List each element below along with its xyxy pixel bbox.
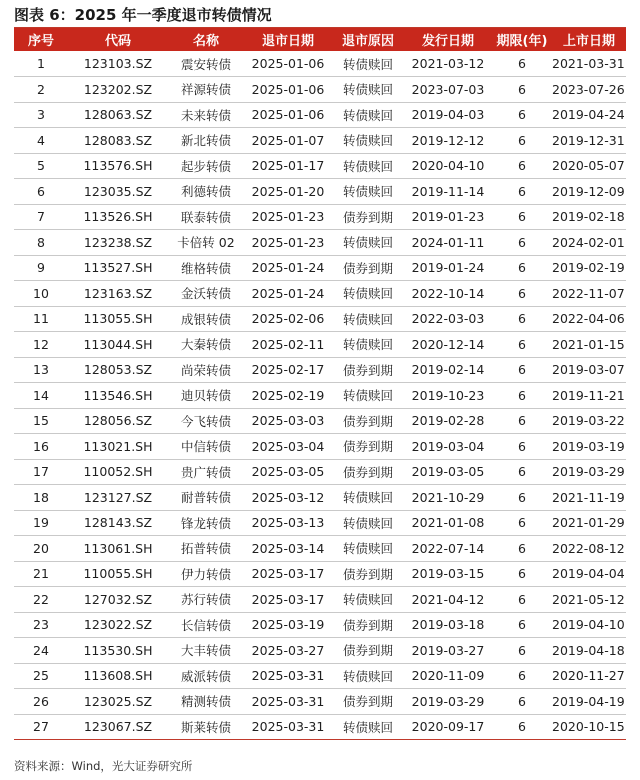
cell-name: 长信转债 bbox=[180, 617, 231, 633]
cell-name: 维格转债 bbox=[180, 260, 231, 276]
cell-name: 利德转债 bbox=[180, 184, 231, 200]
cell-name: 锋龙转债 bbox=[180, 515, 231, 531]
cell-term: 6 bbox=[518, 438, 526, 454]
cell-issue-date: 2019-04-03 bbox=[411, 107, 485, 123]
cell-code: 128083.SZ bbox=[83, 132, 153, 148]
cell-delist-reason: 转债赎回 bbox=[342, 541, 393, 557]
header-name: 名称 bbox=[192, 34, 219, 49]
cell-delist-date: 2025-01-06 bbox=[251, 56, 325, 71]
cell-name: 未来转债 bbox=[180, 107, 231, 123]
cell-listing-date: 2019-02-19 bbox=[552, 260, 625, 276]
cell-delist-date: 2025-03-04 bbox=[251, 438, 325, 454]
cell-index: 2 bbox=[37, 81, 45, 97]
cell-delist-date: 2025-03-31 bbox=[251, 719, 325, 735]
cell-code: 123035.SZ bbox=[83, 183, 153, 199]
cell-code: 113608.SH bbox=[83, 668, 153, 684]
table-row bbox=[14, 332, 626, 358]
cell-index: 25 bbox=[33, 668, 49, 684]
cell-name: 震安转债 bbox=[180, 56, 231, 72]
cell-delist-reason: 债券到期 bbox=[342, 260, 393, 276]
cell-name: 大丰转债 bbox=[180, 643, 231, 659]
table-row bbox=[14, 663, 626, 689]
table-row bbox=[14, 561, 626, 587]
cell-delist-reason: 转债赎回 bbox=[342, 56, 393, 72]
cell-delist-date: 2025-01-06 bbox=[251, 81, 325, 97]
cell-delist-date: 2025-03-19 bbox=[251, 617, 325, 633]
cell-term: 6 bbox=[518, 566, 526, 582]
cell-issue-date: 2020-11-09 bbox=[411, 668, 485, 684]
table-row bbox=[14, 689, 626, 715]
table-row bbox=[14, 153, 626, 179]
cell-term: 6 bbox=[518, 693, 526, 709]
cell-issue-date: 2021-10-29 bbox=[411, 489, 485, 505]
cell-listing-date: 2019-03-29 bbox=[552, 464, 625, 480]
cell-listing-date: 2021-11-19 bbox=[552, 489, 625, 505]
header-delist-date: 退市日期 bbox=[261, 34, 314, 49]
table-row bbox=[14, 408, 626, 434]
cell-term: 6 bbox=[518, 158, 526, 174]
cell-index: 27 bbox=[33, 719, 49, 735]
table-row bbox=[14, 281, 626, 307]
cell-delist-reason: 转债赎回 bbox=[342, 235, 393, 251]
table-row bbox=[14, 51, 626, 77]
cell-term: 6 bbox=[518, 540, 526, 556]
cell-delist-reason: 转债赎回 bbox=[342, 515, 393, 531]
table-row bbox=[14, 255, 626, 281]
cell-listing-date: 2019-12-09 bbox=[552, 183, 625, 199]
cell-term: 6 bbox=[518, 107, 526, 123]
table-row bbox=[14, 357, 626, 383]
cell-name: 联泰转债 bbox=[180, 209, 231, 225]
cell-delist-reason: 债券到期 bbox=[342, 413, 393, 429]
header-delist-reason: 退市原因 bbox=[341, 34, 394, 49]
cell-index: 21 bbox=[33, 566, 49, 582]
cell-listing-date: 2019-03-19 bbox=[552, 438, 625, 454]
table-row bbox=[14, 485, 626, 511]
cell-term: 6 bbox=[518, 489, 526, 505]
cell-issue-date: 2021-04-12 bbox=[411, 591, 485, 607]
cell-code: 113021.SH bbox=[83, 438, 153, 454]
cell-listing-date: 2021-03-31 bbox=[552, 56, 625, 71]
cell-index: 9 bbox=[37, 260, 45, 276]
cell-delist-date: 2025-01-23 bbox=[251, 209, 325, 225]
cell-index: 16 bbox=[33, 438, 49, 454]
cell-code: 113055.SH bbox=[83, 311, 153, 327]
cell-delist-date: 2025-03-05 bbox=[251, 464, 325, 480]
cell-name: 斯莱转债 bbox=[180, 719, 231, 735]
cell-code: 123163.SZ bbox=[83, 285, 153, 301]
cell-delist-reason: 转债赎回 bbox=[342, 490, 393, 506]
cell-issue-date: 2021-01-08 bbox=[411, 515, 485, 531]
cell-code: 113576.SH bbox=[83, 158, 153, 174]
cell-term: 6 bbox=[518, 413, 526, 429]
cell-delist-reason: 转债赎回 bbox=[342, 184, 393, 200]
cell-listing-date: 2020-10-15 bbox=[552, 719, 625, 735]
cell-delist-date: 2025-03-31 bbox=[251, 668, 325, 684]
cell-index: 10 bbox=[33, 285, 49, 301]
header-term: 期限(年) bbox=[496, 34, 548, 49]
cell-listing-date: 2022-11-07 bbox=[552, 285, 625, 301]
cell-code: 128056.SZ bbox=[83, 413, 153, 429]
cell-name: 苏行转债 bbox=[180, 592, 231, 608]
cell-issue-date: 2019-01-23 bbox=[411, 209, 485, 225]
cell-delist-date: 2025-03-14 bbox=[251, 540, 325, 556]
table-row bbox=[14, 459, 626, 485]
cell-issue-date: 2019-03-27 bbox=[411, 642, 485, 658]
cell-issue-date: 2024-01-11 bbox=[411, 234, 485, 250]
cell-name: 今飞转债 bbox=[180, 413, 231, 429]
table-row bbox=[14, 383, 626, 409]
cell-issue-date: 2020-12-14 bbox=[411, 336, 485, 352]
cell-code: 123238.SZ bbox=[83, 234, 153, 250]
cell-delist-date: 2025-03-31 bbox=[251, 693, 325, 709]
cell-delist-date: 2025-03-17 bbox=[251, 591, 325, 607]
cell-code: 113044.SH bbox=[83, 336, 153, 352]
cell-index: 4 bbox=[37, 132, 45, 148]
cell-issue-date: 2019-02-28 bbox=[411, 413, 485, 429]
cell-listing-date: 2019-04-19 bbox=[552, 693, 625, 709]
cell-code: 128053.SZ bbox=[83, 362, 153, 378]
cell-delist-reason: 转债赎回 bbox=[342, 158, 393, 174]
cell-delist-reason: 转债赎回 bbox=[342, 286, 393, 302]
cell-code: 123202.SZ bbox=[83, 81, 153, 97]
cell-term: 6 bbox=[518, 617, 526, 633]
cell-code: 113530.SH bbox=[83, 642, 153, 658]
table-row bbox=[14, 587, 626, 613]
cell-name: 贵广转债 bbox=[180, 464, 231, 480]
cell-delist-reason: 债券到期 bbox=[342, 566, 393, 582]
cell-issue-date: 2022-03-03 bbox=[411, 311, 485, 327]
table-row bbox=[14, 510, 626, 536]
cell-delist-reason: 转债赎回 bbox=[342, 82, 393, 98]
cell-issue-date: 2019-03-04 bbox=[411, 438, 485, 454]
cell-index: 14 bbox=[33, 387, 49, 403]
cell-index: 3 bbox=[37, 107, 45, 123]
cell-name: 中信转债 bbox=[180, 439, 231, 455]
table-header-row bbox=[14, 28, 626, 51]
cell-index: 12 bbox=[33, 336, 49, 352]
cell-delist-reason: 转债赎回 bbox=[342, 311, 393, 327]
cell-delist-date: 2025-01-17 bbox=[251, 158, 325, 174]
cell-delist-reason: 债券到期 bbox=[342, 439, 393, 455]
cell-term: 6 bbox=[518, 464, 526, 480]
cell-index: 19 bbox=[33, 515, 49, 531]
cell-term: 6 bbox=[518, 81, 526, 97]
cell-index: 5 bbox=[37, 158, 45, 174]
cell-name: 起步转债 bbox=[180, 158, 231, 174]
cell-name: 尚荣转债 bbox=[180, 362, 231, 378]
cell-index: 11 bbox=[33, 311, 49, 327]
cell-code: 113526.SH bbox=[83, 209, 153, 225]
cell-term: 6 bbox=[518, 515, 526, 531]
cell-delist-date: 2025-02-17 bbox=[251, 362, 325, 378]
table-row bbox=[14, 306, 626, 332]
cell-delist-date: 2025-02-19 bbox=[251, 387, 325, 403]
cell-issue-date: 2022-10-14 bbox=[411, 285, 485, 301]
cell-name: 祥源转债 bbox=[180, 82, 231, 98]
cell-name: 卡倍转 02 bbox=[177, 235, 235, 251]
cell-name: 伊力转债 bbox=[180, 566, 231, 582]
cell-code: 127032.SZ bbox=[83, 591, 153, 607]
cell-code: 123127.SZ bbox=[83, 489, 153, 505]
cell-code: 123025.SZ bbox=[83, 693, 153, 709]
cell-code: 113546.SH bbox=[83, 387, 153, 403]
cell-term: 6 bbox=[518, 260, 526, 276]
table-row bbox=[14, 434, 626, 460]
cell-delist-date: 2025-01-20 bbox=[251, 183, 325, 199]
header-issue-date: 发行日期 bbox=[421, 34, 474, 49]
cell-term: 6 bbox=[518, 591, 526, 607]
cell-code: 128063.SZ bbox=[83, 107, 153, 123]
cell-term: 6 bbox=[518, 56, 526, 71]
cell-term: 6 bbox=[518, 209, 526, 225]
cell-code: 110055.SH bbox=[83, 566, 153, 582]
table-row bbox=[14, 102, 626, 128]
cell-term: 6 bbox=[518, 642, 526, 658]
cell-name: 新北转债 bbox=[180, 133, 231, 149]
cell-listing-date: 2019-12-31 bbox=[552, 132, 625, 148]
cell-code: 113061.SH bbox=[83, 540, 153, 556]
cell-term: 6 bbox=[518, 387, 526, 403]
cell-delist-date: 2025-03-27 bbox=[251, 642, 325, 658]
cell-listing-date: 2022-08-12 bbox=[552, 540, 625, 556]
table-row bbox=[14, 128, 626, 154]
cell-issue-date: 2019-01-24 bbox=[411, 260, 485, 276]
cell-delist-date: 2025-01-24 bbox=[251, 285, 325, 301]
table-row bbox=[14, 77, 626, 103]
cell-index: 23 bbox=[33, 617, 49, 633]
cell-term: 6 bbox=[518, 362, 526, 378]
cell-code: 123103.SZ bbox=[83, 56, 153, 71]
cell-issue-date: 2019-11-14 bbox=[411, 183, 485, 199]
table-row bbox=[14, 230, 626, 256]
cell-listing-date: 2019-04-18 bbox=[552, 642, 625, 658]
table-row bbox=[14, 179, 626, 205]
cell-delist-date: 2025-01-23 bbox=[251, 234, 325, 250]
cell-delist-reason: 转债赎回 bbox=[342, 133, 393, 149]
delisted-bonds-table bbox=[14, 28, 626, 740]
cell-index: 17 bbox=[33, 464, 49, 480]
header-code: 代码 bbox=[104, 34, 131, 49]
cell-listing-date: 2019-02-18 bbox=[552, 209, 625, 225]
cell-term: 6 bbox=[518, 183, 526, 199]
cell-index: 24 bbox=[33, 642, 49, 658]
cell-issue-date: 2022-07-14 bbox=[411, 540, 485, 556]
chart-title: 图表 6：2025 年一季度退市转债情况 bbox=[14, 6, 272, 24]
cell-issue-date: 2019-12-12 bbox=[411, 132, 485, 148]
cell-delist-reason: 转债赎回 bbox=[342, 388, 393, 404]
cell-index: 22 bbox=[33, 591, 49, 607]
cell-listing-date: 2021-01-15 bbox=[552, 336, 625, 352]
cell-name: 威派转债 bbox=[180, 668, 231, 684]
cell-listing-date: 2022-04-06 bbox=[552, 311, 625, 327]
cell-delist-reason: 债券到期 bbox=[342, 362, 393, 378]
cell-delist-reason: 转债赎回 bbox=[342, 719, 393, 735]
cell-issue-date: 2023-07-03 bbox=[411, 81, 485, 97]
cell-delist-date: 2025-03-03 bbox=[251, 413, 325, 429]
cell-index: 13 bbox=[33, 362, 49, 378]
cell-term: 6 bbox=[518, 668, 526, 684]
cell-listing-date: 2019-04-24 bbox=[552, 107, 625, 123]
cell-code: 123067.SZ bbox=[83, 719, 153, 735]
cell-delist-date: 2025-02-11 bbox=[251, 336, 325, 352]
table-row bbox=[14, 612, 626, 638]
cell-code: 123022.SZ bbox=[83, 617, 153, 633]
cell-listing-date: 2019-11-21 bbox=[552, 387, 625, 403]
cell-name: 迪贝转债 bbox=[180, 388, 231, 404]
table-body bbox=[14, 51, 626, 740]
cell-listing-date: 2020-05-07 bbox=[552, 158, 625, 174]
cell-term: 6 bbox=[518, 285, 526, 301]
cell-delist-date: 2025-02-06 bbox=[251, 311, 325, 327]
cell-delist-reason: 债券到期 bbox=[342, 694, 393, 710]
cell-listing-date: 2020-11-27 bbox=[552, 668, 625, 684]
cell-delist-date: 2025-03-12 bbox=[251, 489, 325, 505]
cell-delist-reason: 债券到期 bbox=[342, 209, 393, 225]
cell-index: 7 bbox=[37, 209, 45, 225]
cell-delist-date: 2025-01-07 bbox=[251, 132, 325, 148]
cell-issue-date: 2019-10-23 bbox=[411, 387, 485, 403]
cell-delist-reason: 债券到期 bbox=[342, 643, 393, 659]
table-row bbox=[14, 204, 626, 230]
cell-index: 1 bbox=[37, 56, 45, 71]
cell-name: 成银转债 bbox=[180, 311, 231, 327]
cell-index: 20 bbox=[33, 540, 49, 556]
cell-term: 6 bbox=[518, 132, 526, 148]
cell-index: 8 bbox=[37, 234, 45, 250]
cell-delist-reason: 转债赎回 bbox=[342, 337, 393, 353]
cell-listing-date: 2019-03-07 bbox=[552, 362, 625, 378]
cell-term: 6 bbox=[518, 311, 526, 327]
cell-code: 110052.SH bbox=[83, 464, 153, 480]
cell-listing-date: 2023-07-26 bbox=[552, 81, 625, 97]
cell-delist-reason: 债券到期 bbox=[342, 617, 393, 633]
cell-index: 26 bbox=[33, 693, 49, 709]
cell-name: 精测转债 bbox=[180, 694, 231, 710]
cell-delist-date: 2025-03-17 bbox=[251, 566, 325, 582]
cell-delist-date: 2025-01-06 bbox=[251, 107, 325, 123]
cell-delist-date: 2025-01-24 bbox=[251, 260, 325, 276]
table-row bbox=[14, 638, 626, 664]
table-row bbox=[14, 536, 626, 562]
cell-delist-date: 2025-03-13 bbox=[251, 515, 325, 531]
cell-issue-date: 2019-03-18 bbox=[411, 617, 485, 633]
cell-listing-date: 2021-01-29 bbox=[552, 515, 625, 531]
cell-delist-reason: 转债赎回 bbox=[342, 592, 393, 608]
table-row bbox=[14, 714, 626, 740]
cell-issue-date: 2019-03-15 bbox=[411, 566, 485, 582]
cell-index: 18 bbox=[33, 489, 49, 505]
cell-index: 15 bbox=[33, 413, 49, 429]
cell-name: 耐普转债 bbox=[180, 490, 231, 506]
source-note: 资料来源：Wind，光大证券研究所 bbox=[14, 759, 193, 773]
cell-listing-date: 2019-04-10 bbox=[552, 617, 625, 633]
cell-name: 大秦转债 bbox=[180, 337, 231, 353]
cell-listing-date: 2024-02-01 bbox=[552, 234, 625, 250]
cell-delist-reason: 债券到期 bbox=[342, 464, 393, 480]
cell-code: 113527.SH bbox=[83, 260, 153, 276]
cell-issue-date: 2019-02-14 bbox=[411, 362, 485, 378]
cell-delist-reason: 转债赎回 bbox=[342, 668, 393, 684]
cell-code: 128143.SZ bbox=[83, 515, 153, 531]
header-listing-date: 上市日期 bbox=[562, 34, 615, 49]
cell-name: 拓普转债 bbox=[180, 541, 231, 557]
cell-term: 6 bbox=[518, 234, 526, 250]
cell-index: 6 bbox=[37, 183, 45, 199]
cell-term: 6 bbox=[518, 336, 526, 352]
cell-listing-date: 2021-05-12 bbox=[552, 591, 625, 607]
header-index: 序号 bbox=[27, 34, 54, 49]
cell-name: 金沃转债 bbox=[180, 286, 231, 302]
cell-issue-date: 2019-03-29 bbox=[411, 693, 485, 709]
cell-term: 6 bbox=[518, 719, 526, 735]
cell-listing-date: 2019-03-22 bbox=[552, 413, 625, 429]
cell-issue-date: 2021-03-12 bbox=[411, 56, 485, 71]
cell-listing-date: 2019-04-04 bbox=[552, 566, 625, 582]
cell-delist-reason: 转债赎回 bbox=[342, 107, 393, 123]
cell-issue-date: 2020-04-10 bbox=[411, 158, 485, 174]
cell-issue-date: 2019-03-05 bbox=[411, 464, 485, 480]
cell-issue-date: 2020-09-17 bbox=[411, 719, 485, 735]
